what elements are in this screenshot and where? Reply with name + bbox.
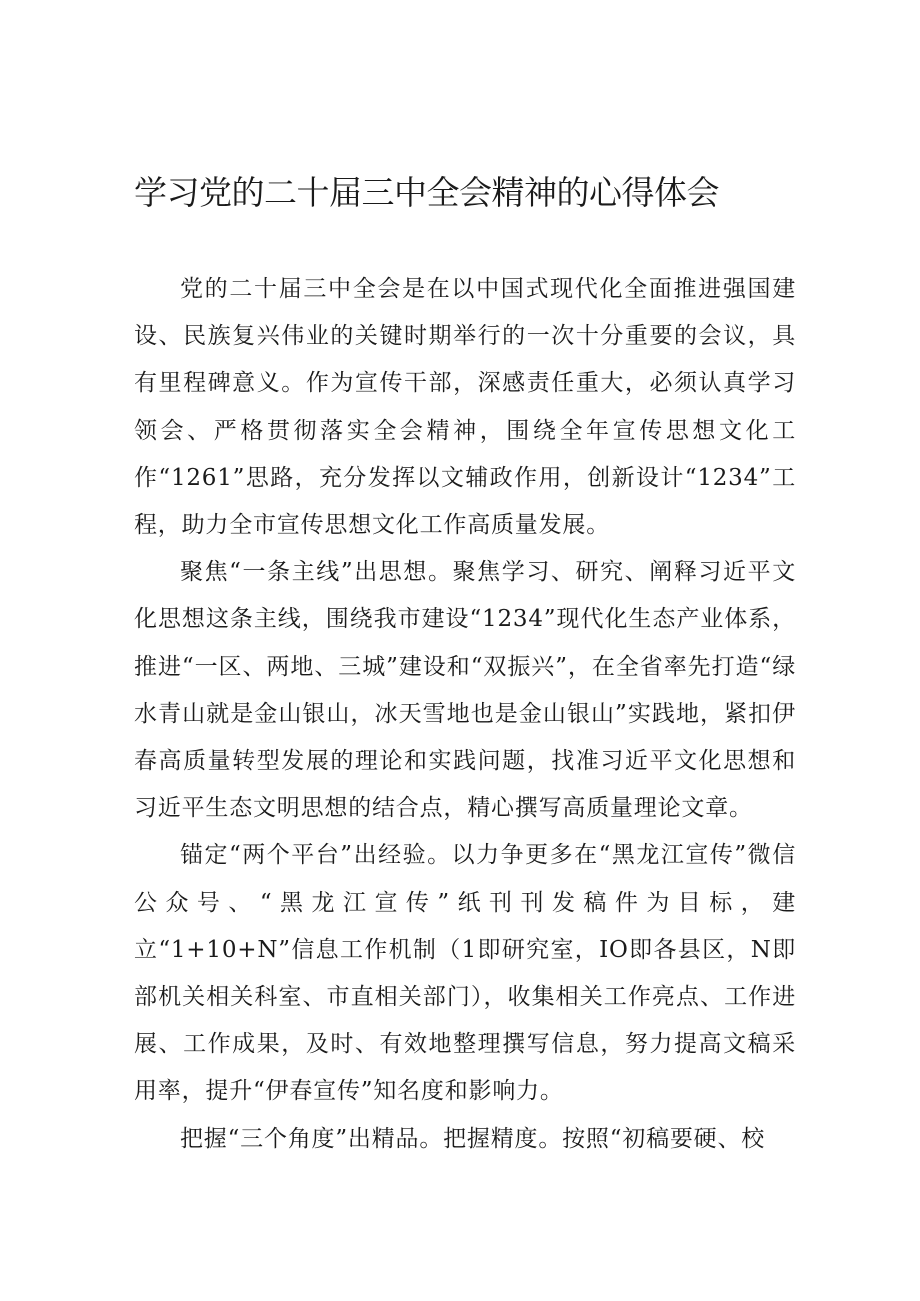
paragraph-three-angles: 把握“三个角度”出精品。把握精度。按照“初稿要硬、校 (180, 1125, 766, 1152)
paragraph-intro: 党的二十届三中全会是在以中国式现代化全面推进强国建设、民族复兴伟业的关键时期举行的一次十分重要的会议，具有里程碑意义。作为宣传干部，深感责任重大，必须认真学习领会、严格贯彻落实全会精神，围绕全年宣传思想文化工作“1261”思路，充分发挥以文辅政作用，创新设计“1234”工程，助力全市宣传思想文化工作高质量发展。 (134, 276, 796, 539)
document-body (134, 266, 796, 1163)
paragraph-two-platforms: 锚定“两个平台”出经验。以力争更多在“黑龙江宣传”微信公众号、“黑龙江宣传”纸刊刊发稿件为目标，建立“1+10+N”信息工作机制（1即研究室，IO即各县区，N即部机关相关科室、市直相关部门），收集相关工作亮点、工作进展、工作成果，及时、有效地整理撰写信息，努力提高文稿采用率，提升“伊春宣传”知名度和影响力。 (134, 842, 796, 1105)
document-title: 学习党的二十届三中全会精神的心得体会 (134, 173, 719, 212)
paragraph-one-main-line: 聚焦“一条主线”出思想。聚焦学习、研究、阐释习近平文化思想这条主线，围绕我市建设“1234”现代化生态产业体系，推进“一区、两地、三城”建设和“双振兴”，在全省率先打造“绿水青山就是金山银山，冰天雪地也是金山银山”实践地，紧扣伊春高质量转型发展的理论和实践问题，找准习近平文化思想和习近平生态文明思想的结合点，精心撰写高质量理论文章。 (134, 559, 796, 822)
